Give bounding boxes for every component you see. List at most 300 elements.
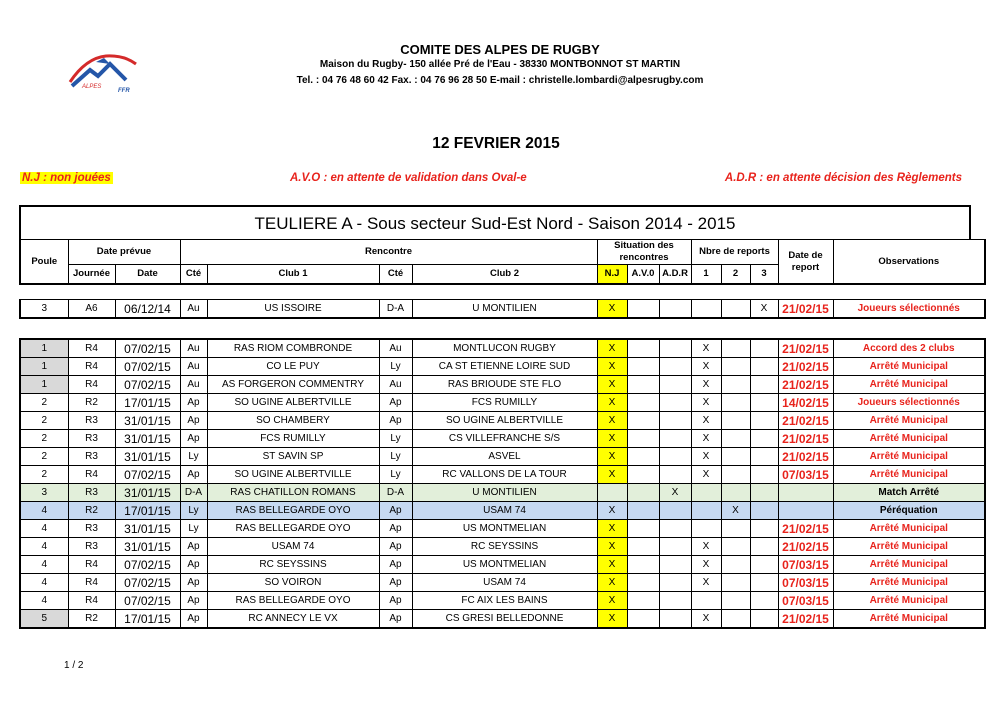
table-row	[20, 412, 985, 430]
cell-date: 17/01/15	[115, 610, 180, 629]
cell-observations: Arrêté Municipal	[833, 610, 985, 629]
cell-r3	[750, 610, 778, 629]
cell-r1: X	[691, 412, 721, 430]
cell-date: 07/02/15	[115, 574, 180, 592]
cell-club2: US MONTMELIAN	[412, 556, 597, 574]
cell-club1: RAS BELLEGARDE OYO	[207, 592, 379, 610]
cell-poule: 2	[20, 412, 68, 430]
cell-r2	[721, 610, 750, 629]
cell-avo	[627, 412, 659, 430]
cell-r3	[750, 376, 778, 394]
cell-r3	[750, 574, 778, 592]
cell-club2: FCS RUMILLY	[412, 394, 597, 412]
cell-r3	[750, 466, 778, 484]
cell-r1	[691, 592, 721, 610]
cell-adr	[659, 520, 691, 538]
cell-r2	[721, 484, 750, 502]
cell-club2: MONTLUCON RUGBY	[412, 339, 597, 358]
legend-adr: A.D.R : en attente décision des Règlements	[724, 172, 962, 184]
table-row	[20, 484, 985, 502]
cell-r1	[691, 502, 721, 520]
col-club1: Club 1	[207, 265, 379, 285]
cell-adr	[659, 358, 691, 376]
cell-poule: 1	[20, 339, 68, 358]
cell-r3	[750, 484, 778, 502]
cell-cte2: Ap	[379, 412, 412, 430]
cell-observations: Arrêté Municipal	[833, 520, 985, 538]
table-header	[19, 239, 986, 285]
cell-cte2: Au	[379, 376, 412, 394]
cell-club1: RAS BELLEGARDE OYO	[207, 520, 379, 538]
cell-cte1: Ap	[180, 574, 207, 592]
cell-r3: X	[750, 300, 778, 319]
cell-observations: Arrêté Municipal	[833, 358, 985, 376]
cell-report: 07/03/15	[778, 574, 833, 592]
cell-avo	[627, 502, 659, 520]
cell-avo	[627, 574, 659, 592]
col-r2: 2	[721, 265, 750, 285]
col-journee: Journée	[68, 265, 115, 285]
cell-journee: R3	[68, 448, 115, 466]
cell-adr	[659, 574, 691, 592]
table-row	[20, 538, 985, 556]
cell-r1: X	[691, 610, 721, 629]
cell-avo	[627, 376, 659, 394]
cell-avo	[627, 466, 659, 484]
cell-club2: ASVEL	[412, 448, 597, 466]
cell-cte2: Ly	[379, 430, 412, 448]
cell-avo	[627, 358, 659, 376]
cell-r3	[750, 412, 778, 430]
cell-report: 21/02/15	[778, 412, 833, 430]
cell-r2	[721, 376, 750, 394]
cell-club2: CA ST ETIENNE LOIRE SUD	[412, 358, 597, 376]
cell-observations: Joueurs sélectionnés	[833, 394, 985, 412]
cell-avo	[627, 448, 659, 466]
cell-adr	[659, 430, 691, 448]
table-title: TEULIERE A - Sous secteur Sud-Est Nord - Saison 2014 - 2015	[19, 205, 971, 239]
cell-adr	[659, 556, 691, 574]
cell-journee: R4	[68, 358, 115, 376]
cell-avo	[627, 339, 659, 358]
cell-r2	[721, 339, 750, 358]
cell-cte2: Ap	[379, 502, 412, 520]
cell-cte1: Ly	[180, 520, 207, 538]
col-reports: Nbre de reports	[691, 240, 778, 265]
col-cte2: Cté	[379, 265, 412, 285]
cell-avo	[627, 300, 659, 319]
cell-nj: X	[597, 502, 627, 520]
cell-adr	[659, 538, 691, 556]
col-date-prevue: Date prévue	[68, 240, 180, 265]
cell-nj: X	[597, 466, 627, 484]
cell-r1: X	[691, 376, 721, 394]
cell-report: 07/03/15	[778, 556, 833, 574]
cell-cte1: Ap	[180, 412, 207, 430]
col-r1: 1	[691, 265, 721, 285]
cell-club2: U MONTILIEN	[412, 300, 597, 319]
cell-nj: X	[597, 412, 627, 430]
cell-poule: 2	[20, 466, 68, 484]
cell-journee: R3	[68, 538, 115, 556]
cell-cte1: Ap	[180, 556, 207, 574]
cell-poule: 2	[20, 394, 68, 412]
col-cte1: Cté	[180, 265, 207, 285]
cell-r1: X	[691, 430, 721, 448]
cell-r2	[721, 466, 750, 484]
cell-nj	[597, 484, 627, 502]
cell-adr	[659, 300, 691, 319]
cell-nj: X	[597, 520, 627, 538]
cell-cte1: Ly	[180, 502, 207, 520]
matches-table	[19, 338, 986, 629]
cell-club1: SO CHAMBERY	[207, 412, 379, 430]
cell-journee: R2	[68, 394, 115, 412]
cell-report: 21/02/15	[778, 339, 833, 358]
table-row	[20, 394, 985, 412]
table-row	[20, 556, 985, 574]
cell-cte1: Au	[180, 358, 207, 376]
cell-avo	[627, 538, 659, 556]
cell-adr: X	[659, 484, 691, 502]
cell-journee: R3	[68, 484, 115, 502]
col-r3: 3	[750, 265, 778, 285]
cell-r2	[721, 300, 750, 319]
cell-report: 21/02/15	[778, 430, 833, 448]
cell-date: 17/01/15	[115, 394, 180, 412]
cell-date: 31/01/15	[115, 484, 180, 502]
cell-adr	[659, 610, 691, 629]
cell-cte2: Ap	[379, 520, 412, 538]
cell-journee: R4	[68, 556, 115, 574]
cell-r1: X	[691, 394, 721, 412]
cell-report: 21/02/15	[778, 520, 833, 538]
cell-report: 07/03/15	[778, 592, 833, 610]
cell-cte2: Ly	[379, 448, 412, 466]
cell-avo	[627, 394, 659, 412]
cell-club2: CS GRESI BELLEDONNE	[412, 610, 597, 629]
legend-nj: N.J : non jouées	[22, 172, 111, 184]
cell-date: 31/01/15	[115, 412, 180, 430]
cell-r2	[721, 520, 750, 538]
cell-report: 21/02/15	[778, 300, 833, 319]
cell-r2	[721, 592, 750, 610]
cell-r1	[691, 300, 721, 319]
cell-adr	[659, 339, 691, 358]
cell-r1	[691, 520, 721, 538]
cell-cte2: Ap	[379, 538, 412, 556]
cell-r2: X	[721, 502, 750, 520]
cell-date: 07/02/15	[115, 376, 180, 394]
cell-cte2: Ap	[379, 610, 412, 629]
table-row	[20, 502, 985, 520]
cell-r1: X	[691, 448, 721, 466]
cell-poule: 3	[20, 300, 68, 319]
cell-poule: 4	[20, 556, 68, 574]
cell-cte1: Au	[180, 300, 207, 319]
cell-cte2: D-A	[379, 484, 412, 502]
cell-cte2: Ly	[379, 466, 412, 484]
cell-journee: R3	[68, 412, 115, 430]
col-rencontre: Rencontre	[180, 240, 597, 265]
cell-cte1: Ap	[180, 592, 207, 610]
cell-journee: A6	[68, 300, 115, 319]
cell-cte2: Ap	[379, 574, 412, 592]
cell-observations: Arrêté Municipal	[833, 430, 985, 448]
cell-r1: X	[691, 574, 721, 592]
cell-nj: X	[597, 448, 627, 466]
cell-cte1: Au	[180, 376, 207, 394]
cell-cte2: Ly	[379, 358, 412, 376]
cell-club1: RAS RIOM COMBRONDE	[207, 339, 379, 358]
cell-journee: R4	[68, 574, 115, 592]
page-title: 12 FEVRIER 2015	[432, 135, 560, 152]
col-date: Date	[115, 265, 180, 285]
org-name: COMITE DES ALPES DE RUGBY	[400, 42, 600, 57]
cell-journee: R3	[68, 430, 115, 448]
cell-observations: Accord des 2 clubs	[833, 339, 985, 358]
cell-r1: X	[691, 538, 721, 556]
cell-observations: Arrêté Municipal	[833, 466, 985, 484]
col-observations: Observations	[833, 240, 985, 285]
table-row	[20, 300, 985, 319]
cell-nj: X	[597, 610, 627, 629]
cell-r3	[750, 520, 778, 538]
cell-report	[778, 502, 833, 520]
cell-cte1: Au	[180, 339, 207, 358]
cell-r1: X	[691, 556, 721, 574]
cell-club1: SO UGINE ALBERTVILLE	[207, 466, 379, 484]
cell-observations: Arrêté Municipal	[833, 556, 985, 574]
cell-observations: Joueurs sélectionnés	[833, 300, 985, 319]
cell-club1: SO VOIRON	[207, 574, 379, 592]
cell-adr	[659, 412, 691, 430]
cell-journee: R2	[68, 502, 115, 520]
col-nj: N.J	[597, 265, 627, 285]
cell-club1: ST SAVIN SP	[207, 448, 379, 466]
cell-poule: 1	[20, 358, 68, 376]
cell-report: 21/02/15	[778, 538, 833, 556]
cell-journee: R3	[68, 520, 115, 538]
cell-report: 14/02/15	[778, 394, 833, 412]
cell-r3	[750, 556, 778, 574]
cell-nj: X	[597, 358, 627, 376]
cell-date: 31/01/15	[115, 448, 180, 466]
cell-nj: X	[597, 556, 627, 574]
cell-r3	[750, 448, 778, 466]
table-row	[20, 339, 985, 358]
cell-poule: 2	[20, 430, 68, 448]
cell-club2: SO UGINE ALBERTVILLE	[412, 412, 597, 430]
cell-date: 07/02/15	[115, 358, 180, 376]
col-avo: A.V.0	[627, 265, 659, 285]
first-row-table	[19, 299, 986, 319]
cell-r2	[721, 538, 750, 556]
cell-date: 31/01/15	[115, 520, 180, 538]
cell-poule: 3	[20, 484, 68, 502]
cell-report: 21/02/15	[778, 376, 833, 394]
cell-journee: R4	[68, 339, 115, 358]
cell-nj: X	[597, 592, 627, 610]
cell-cte1: Ap	[180, 610, 207, 629]
cell-avo	[627, 556, 659, 574]
table-row	[20, 520, 985, 538]
cell-cte1: Ap	[180, 430, 207, 448]
org-address: Maison du Rugby- 150 allée Pré de l'Eau - 38330 MONTBONNOT ST MARTIN	[319, 59, 681, 70]
cell-report: 21/02/15	[778, 448, 833, 466]
cell-avo	[627, 430, 659, 448]
cell-observations: Arrêté Municipal	[833, 448, 985, 466]
cell-poule: 4	[20, 574, 68, 592]
cell-poule: 4	[20, 520, 68, 538]
cell-club2: US MONTMELIAN	[412, 520, 597, 538]
table-row	[20, 376, 985, 394]
cell-cte2: Au	[379, 339, 412, 358]
cell-journee: R4	[68, 466, 115, 484]
cell-report: 21/02/15	[778, 610, 833, 629]
cell-adr	[659, 376, 691, 394]
cell-observations: Arrêté Municipal	[833, 574, 985, 592]
cell-r2	[721, 358, 750, 376]
cell-r2	[721, 574, 750, 592]
cell-cte1: Ap	[180, 538, 207, 556]
cell-nj: X	[597, 339, 627, 358]
cell-date: 07/02/15	[115, 592, 180, 610]
cell-r3	[750, 339, 778, 358]
cell-club2: RC VALLONS DE LA TOUR	[412, 466, 597, 484]
cell-club2: USAM 74	[412, 502, 597, 520]
cell-poule: 5	[20, 610, 68, 629]
cell-r2	[721, 556, 750, 574]
table-row	[20, 466, 985, 484]
cell-nj: X	[597, 300, 627, 319]
cell-cte1: D-A	[180, 484, 207, 502]
cell-cte2: D-A	[379, 300, 412, 319]
cell-club1: RAS CHATILLON ROMANS	[207, 484, 379, 502]
cell-r2	[721, 448, 750, 466]
cell-observations: Arrêté Municipal	[833, 376, 985, 394]
col-club2: Club 2	[412, 265, 597, 285]
cell-nj: X	[597, 574, 627, 592]
cell-date: 31/01/15	[115, 430, 180, 448]
table-row	[20, 592, 985, 610]
cell-adr	[659, 592, 691, 610]
cell-date: 17/01/15	[115, 502, 180, 520]
cell-adr	[659, 394, 691, 412]
cell-r3	[750, 502, 778, 520]
table-row	[20, 574, 985, 592]
col-poule: Poule	[20, 240, 68, 285]
cell-date: 07/02/15	[115, 556, 180, 574]
cell-adr	[659, 466, 691, 484]
cell-club1: RAS BELLEGARDE OYO	[207, 502, 379, 520]
comite-alpes-logo	[66, 52, 146, 94]
cell-nj: X	[597, 538, 627, 556]
table-row	[20, 430, 985, 448]
cell-club1: USAM 74	[207, 538, 379, 556]
cell-cte1: Ap	[180, 394, 207, 412]
cell-poule: 4	[20, 592, 68, 610]
cell-poule: 1	[20, 376, 68, 394]
cell-avo	[627, 610, 659, 629]
cell-cte2: Ap	[379, 394, 412, 412]
cell-r2	[721, 412, 750, 430]
cell-poule: 4	[20, 538, 68, 556]
cell-avo	[627, 520, 659, 538]
cell-club1: US ISSOIRE	[207, 300, 379, 319]
cell-club1: AS FORGERON COMMENTRY	[207, 376, 379, 394]
cell-r3	[750, 430, 778, 448]
col-date-report: Date de report	[778, 240, 833, 285]
cell-journee: R4	[68, 376, 115, 394]
cell-club2: FC AIX LES BAINS	[412, 592, 597, 610]
col-situation: Situation des rencontres	[597, 240, 691, 265]
cell-club1: CO LE PUY	[207, 358, 379, 376]
logo-text: ALPES	[82, 84, 102, 90]
cell-nj: X	[597, 430, 627, 448]
cell-date: 31/01/15	[115, 538, 180, 556]
cell-report: 07/03/15	[778, 466, 833, 484]
cell-r2	[721, 394, 750, 412]
col-adr: A.D.R	[659, 265, 691, 285]
cell-r1: X	[691, 466, 721, 484]
cell-club2: U MONTILIEN	[412, 484, 597, 502]
cell-club2: USAM 74	[412, 574, 597, 592]
cell-avo	[627, 592, 659, 610]
cell-nj: X	[597, 394, 627, 412]
cell-adr	[659, 502, 691, 520]
cell-cte1: Ly	[180, 448, 207, 466]
cell-r2	[721, 430, 750, 448]
cell-report	[778, 484, 833, 502]
cell-club2: RAS BRIOUDE STE FLO	[412, 376, 597, 394]
cell-r1: X	[691, 339, 721, 358]
cell-observations: Péréquation	[833, 502, 985, 520]
cell-poule: 2	[20, 448, 68, 466]
cell-club2: RC SEYSSINS	[412, 538, 597, 556]
cell-club1: FCS RUMILLY	[207, 430, 379, 448]
legend-avo: A.V.O : en attente de validation dans Oval-e	[290, 172, 527, 184]
cell-observations: Arrêté Municipal	[833, 538, 985, 556]
cell-journee: R2	[68, 610, 115, 629]
cell-club1: RC ANNECY LE VX	[207, 610, 379, 629]
cell-avo	[627, 484, 659, 502]
cell-r1	[691, 484, 721, 502]
cell-report: 21/02/15	[778, 358, 833, 376]
cell-r1: X	[691, 358, 721, 376]
cell-club2: CS VILLEFRANCHE S/S	[412, 430, 597, 448]
cell-cte2: Ap	[379, 592, 412, 610]
cell-observations: Arrêté Municipal	[833, 592, 985, 610]
cell-cte2: Ap	[379, 556, 412, 574]
cell-date: 07/02/15	[115, 466, 180, 484]
cell-r3	[750, 538, 778, 556]
cell-observations: Match Arrêté	[833, 484, 985, 502]
cell-cte1: Ap	[180, 466, 207, 484]
cell-r3	[750, 592, 778, 610]
cell-observations: Arrêté Municipal	[833, 412, 985, 430]
cell-club1: SO UGINE ALBERTVILLE	[207, 394, 379, 412]
cell-adr	[659, 448, 691, 466]
logo-subtext: FFR	[118, 88, 130, 94]
cell-nj: X	[597, 376, 627, 394]
cell-date: 06/12/14	[115, 300, 180, 319]
cell-r3	[750, 394, 778, 412]
cell-r3	[750, 358, 778, 376]
page-number: 1 / 2	[64, 660, 84, 671]
cell-poule: 4	[20, 502, 68, 520]
org-contact: Tel. : 04 76 48 60 42 Fax. : 04 76 96 28 50 E-mail : christelle.lombardi@alpesrugby.com	[296, 75, 704, 86]
